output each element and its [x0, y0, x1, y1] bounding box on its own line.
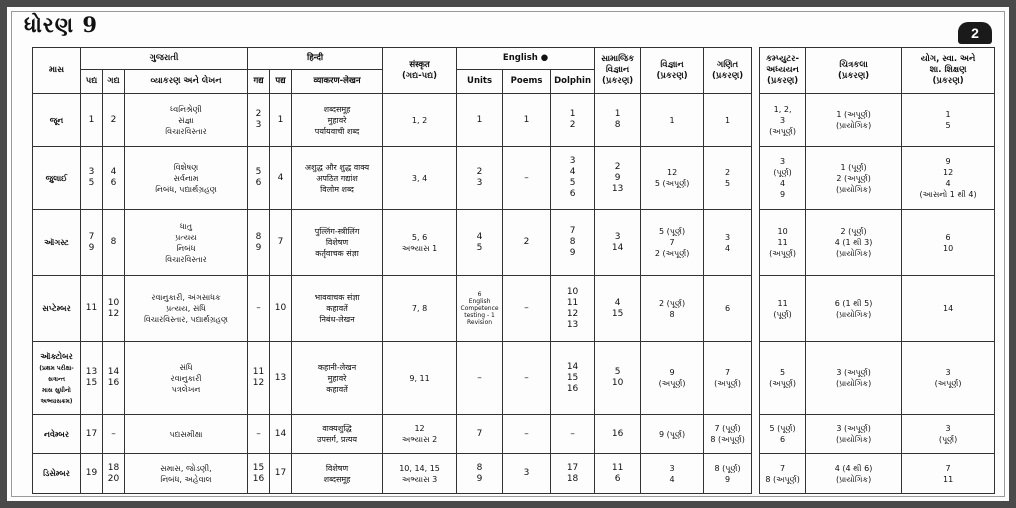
gujarati-gadya-cell: 4 6: [103, 147, 125, 210]
yoga-cell: 3 (અપૂર્ણ): [902, 342, 995, 415]
sanskrit-cell: 5, 6 અભ્યાસ 1: [383, 210, 457, 276]
hindi-gadya-cell: 8 9: [248, 210, 270, 276]
header-gap: [752, 48, 760, 94]
month-cell: જૂન: [33, 94, 81, 147]
sanskrit-cell: 3, 4: [383, 147, 457, 210]
science-cell: 9 (અપૂર્ણ): [641, 342, 704, 415]
header-hindi-vyakaran: व्याकरण-लेखन: [292, 70, 383, 94]
drawing-cell: 3 (અપૂર્ણ) (પ્રાયોગિક): [806, 415, 902, 454]
yoga-cell: 14: [902, 276, 995, 342]
hindi-gadya-cell: 2 3: [248, 94, 270, 147]
hindi-gadya-cell: 15 16: [248, 454, 270, 494]
computer-cell: 5 (અપૂર્ણ): [760, 342, 806, 415]
gujarati-gadya-cell: –: [103, 415, 125, 454]
sanskrit-cell: 7, 8: [383, 276, 457, 342]
hindi-vyakaran-cell: वाक्यशुद्धि उपसर्ग, प्रत्यय: [292, 415, 383, 454]
month-label: ઑક્ટોબર: [40, 351, 73, 361]
english-units-cell: 2 3: [457, 147, 503, 210]
english-units-cell: –: [457, 342, 503, 415]
header-drawing: ચિત્રકલા (પ્રકરણ): [806, 48, 902, 94]
hindi-vyakaran-cell: विशेषण शब्दसमूह: [292, 454, 383, 494]
gujarati-gadya-cell: 14 16: [103, 342, 125, 415]
hindi-vyakaran-cell: अशुद्ध और शुद्ध वाक्य अपठित गद्यांश विलोम शब्द: [292, 147, 383, 210]
yoga-cell: 7 11: [902, 454, 995, 494]
science-cell: 1: [641, 94, 704, 147]
social-science-cell: 4 15: [595, 276, 641, 342]
english-poems-cell: –: [503, 276, 551, 342]
english-units-cell: 6 English Competence testing - 1 Revision: [457, 276, 503, 342]
table-row: [33, 415, 995, 454]
gap-cell: [752, 94, 760, 147]
gujarati-padya-cell: 3 5: [81, 147, 103, 210]
gujarati-gadya-cell: 10 12: [103, 276, 125, 342]
page-number-badge: 2: [958, 22, 992, 44]
english-dolphin-cell: 17 18: [551, 454, 595, 494]
computer-cell: 10 11 (અપૂર્ણ): [760, 210, 806, 276]
computer-cell: 3 (પૂર્ણ) 4 9: [760, 147, 806, 210]
gujarati-vyakaran-cell: રવાનુકારી, અંગસાધક પ્રત્યય, સંધિ વિચારવિસ્તાર, પદ્યાર્થગ્રહણ: [125, 276, 248, 342]
yoga-cell: 1 5: [902, 94, 995, 147]
english-units-cell: 4 5: [457, 210, 503, 276]
english-dolphin-cell: 7 8 9: [551, 210, 595, 276]
table-row: [33, 454, 995, 494]
hindi-gadya-cell: 11 12: [248, 342, 270, 415]
english-poems-cell: –: [503, 342, 551, 415]
page-title: ધોરણ 9: [24, 12, 98, 37]
english-units-cell: 8 9: [457, 454, 503, 494]
drawing-cell: 1 (અપૂર્ણ) (પ્રાયોગિક): [806, 94, 902, 147]
maths-cell: 6: [704, 276, 752, 342]
hindi-gadya-cell: –: [248, 415, 270, 454]
hindi-padya-cell: 17: [270, 454, 292, 494]
syllabus-table: [32, 47, 995, 494]
sanskrit-cell: 12 અભ્યાસ 2: [383, 415, 457, 454]
science-cell: 2 (પૂર્ણ) 8: [641, 276, 704, 342]
english-units-cell: 7: [457, 415, 503, 454]
gujarati-padya-cell: 17: [81, 415, 103, 454]
gujarati-padya-cell: 13 15: [81, 342, 103, 415]
table-row: [33, 210, 995, 276]
social-science-cell: 11 6: [595, 454, 641, 494]
english-units-cell: 1: [457, 94, 503, 147]
header-computer: કમ્પ્યુટર- અધ્યયન (પ્રકરણ): [760, 48, 806, 94]
gap-cell: [752, 210, 760, 276]
english-dolphin-cell: 10 11 12 13: [551, 276, 595, 342]
computer-cell: 7 8 (અપૂર્ણ): [760, 454, 806, 494]
gujarati-vyakaran-cell: સંધિ રવાનુકારી પત્રલેખન: [125, 342, 248, 415]
yoga-cell: 3 (પૂર્ણ): [902, 415, 995, 454]
science-cell: 3 4: [641, 454, 704, 494]
maths-cell: 8 (પૂર્ણ) 9: [704, 454, 752, 494]
english-dolphin-cell: –: [551, 415, 595, 454]
english-poems-cell: 3: [503, 454, 551, 494]
header-yoga: યોગ, સ્વા. અને શા. શિક્ષણ (પ્રકરણ): [902, 48, 995, 94]
sanskrit-cell: 1, 2: [383, 94, 457, 147]
maths-cell: 7 (પૂર્ણ) 8 (અપૂર્ણ): [704, 415, 752, 454]
header-gujarati-gadya: ગદ્ય: [103, 70, 125, 94]
gap-cell: [752, 454, 760, 494]
gujarati-padya-cell: 11: [81, 276, 103, 342]
header-english-dolphin: Dolphin: [551, 70, 595, 94]
header-social-science: સામાજિક વિજ્ઞાન (પ્રકરણ): [595, 48, 641, 94]
header-english-poems: Poems: [503, 70, 551, 94]
header-gujarati-vyakaran: વ્યાકરણ અને લેખન: [125, 70, 248, 94]
science-cell: 12 5 (અપૂર્ણ): [641, 147, 704, 210]
header-maths: ગણિત (પ્રકરણ): [704, 48, 752, 94]
hindi-vyakaran-cell: शब्दसमूह मुहावरे पर्यायवाची शब्द: [292, 94, 383, 147]
month-note: (પ્રથમ પરીક્ષા- સત્રાન્ત માસ સુધીનો અભ્યાસક્રમ): [39, 364, 74, 405]
maths-cell: 3 4: [704, 210, 752, 276]
english-poems-cell: 1: [503, 94, 551, 147]
gap-cell: [752, 276, 760, 342]
yoga-cell: 6 10: [902, 210, 995, 276]
drawing-cell: 4 (4 થી 6) (પ્રાયોગિક): [806, 454, 902, 494]
header-hindi-gadya: गद्य: [248, 70, 270, 94]
hindi-vyakaran-cell: कहानी-लेखन मुहावरे कहावतें: [292, 342, 383, 415]
table-row: [33, 276, 995, 342]
english-dolphin-cell: 14 15 16: [551, 342, 595, 415]
science-cell: 9 (પૂર્ણ): [641, 415, 704, 454]
gap-cell: [752, 415, 760, 454]
header-sanskrit: संस्कृत (ગદ્ય-પદ્ય): [383, 48, 457, 94]
gujarati-padya-cell: 7 9: [81, 210, 103, 276]
gujarati-vyakaran-cell: સમાસ, જોડણી, નિબંધ, અહેવાલ: [125, 454, 248, 494]
social-science-cell: 1 8: [595, 94, 641, 147]
month-cell: નવેમ્બર: [33, 415, 81, 454]
drawing-cell: 2 (પૂર્ણ) 4 (1 થી 3) (પ્રાયોગિક): [806, 210, 902, 276]
header-english-units: Units: [457, 70, 503, 94]
hindi-padya-cell: 1: [270, 94, 292, 147]
hindi-padya-cell: 10: [270, 276, 292, 342]
gujarati-vyakaran-cell: ધાતુ પ્રત્યય નિબંધ વિચારવિસ્તાર: [125, 210, 248, 276]
english-dolphin-cell: 3 4 5 6: [551, 147, 595, 210]
hindi-padya-cell: 4: [270, 147, 292, 210]
hindi-padya-cell: 13: [270, 342, 292, 415]
gujarati-gadya-cell: 18 20: [103, 454, 125, 494]
sanskrit-cell: 9, 11: [383, 342, 457, 415]
yoga-cell: 9 12 4 (આસનો 1 થી 4): [902, 147, 995, 210]
social-science-cell: 5 10: [595, 342, 641, 415]
hindi-padya-cell: 14: [270, 415, 292, 454]
header-english: English ●: [457, 48, 595, 70]
month-cell: જુલાઈ: [33, 147, 81, 210]
english-poems-cell: –: [503, 415, 551, 454]
computer-cell: 5 (પૂર્ણ) 6: [760, 415, 806, 454]
english-poems-cell: 2: [503, 210, 551, 276]
gujarati-vyakaran-cell: વિશેષણ સર્વનામ નિબંધ, પદ્યાર્થગ્રહણ: [125, 147, 248, 210]
table-row: [33, 342, 995, 415]
gujarati-gadya-cell: 8: [103, 210, 125, 276]
maths-cell: 2 5: [704, 147, 752, 210]
social-science-cell: 3 14: [595, 210, 641, 276]
header-month: માસ: [33, 48, 81, 94]
table-row: [33, 147, 995, 210]
gujarati-padya-cell: 19: [81, 454, 103, 494]
table-row: [33, 94, 995, 147]
header-science: વિજ્ઞાન (પ્રકરણ): [641, 48, 704, 94]
hindi-vyakaran-cell: पुल्लिंग-स्त्रीलिंग विशेषण कर्तृवाचक संज्ञा: [292, 210, 383, 276]
drawing-cell: 1 (પૂર્ણ) 2 (અપૂર્ણ) (પ્રાયોગિક): [806, 147, 902, 210]
computer-cell: 1, 2, 3 (અપૂર્ણ): [760, 94, 806, 147]
gujarati-padya-cell: 1: [81, 94, 103, 147]
header-gujarati-padya: પદ્ય: [81, 70, 103, 94]
computer-cell: 11 (પૂર્ણ): [760, 276, 806, 342]
month-cell: ડિસેમ્બર: [33, 454, 81, 494]
gujarati-vyakaran-cell: પદ્યસમીક્ષા: [125, 415, 248, 454]
gujarati-gadya-cell: 2: [103, 94, 125, 147]
gujarati-vyakaran-cell: ધ્વનિશ્રેણી સંજ્ઞા વિચારવિસ્તાર: [125, 94, 248, 147]
hindi-vyakaran-cell: भाववाचक संज्ञा कहावतें निबंध-लेखन: [292, 276, 383, 342]
hindi-gadya-cell: –: [248, 276, 270, 342]
gap-cell: [752, 342, 760, 415]
hindi-padya-cell: 7: [270, 210, 292, 276]
maths-cell: 7 (અપૂર્ણ): [704, 342, 752, 415]
month-cell: [33, 342, 81, 415]
drawing-cell: 6 (1 થી 5) (પ્રાયોગિક): [806, 276, 902, 342]
header-hindi-padya: पद्य: [270, 70, 292, 94]
month-cell: ઑગસ્ટ: [33, 210, 81, 276]
header-hindi: हिन्दी: [248, 48, 383, 70]
english-dolphin-cell: 1 2: [551, 94, 595, 147]
science-cell: 5 (પૂર્ણ) 7 2 (અપૂર્ણ): [641, 210, 704, 276]
social-science-cell: 16: [595, 415, 641, 454]
month-cell: સપ્ટેમ્બર: [33, 276, 81, 342]
hindi-gadya-cell: 5 6: [248, 147, 270, 210]
gap-cell: [752, 147, 760, 210]
social-science-cell: 2 9 13: [595, 147, 641, 210]
sanskrit-cell: 10, 14, 15 અભ્યાસ 3: [383, 454, 457, 494]
maths-cell: 1: [704, 94, 752, 147]
drawing-cell: 3 (અપૂર્ણ) (પ્રાયોગિક): [806, 342, 902, 415]
english-poems-cell: –: [503, 147, 551, 210]
header-gujarati: ગુજરાતી: [81, 48, 248, 70]
